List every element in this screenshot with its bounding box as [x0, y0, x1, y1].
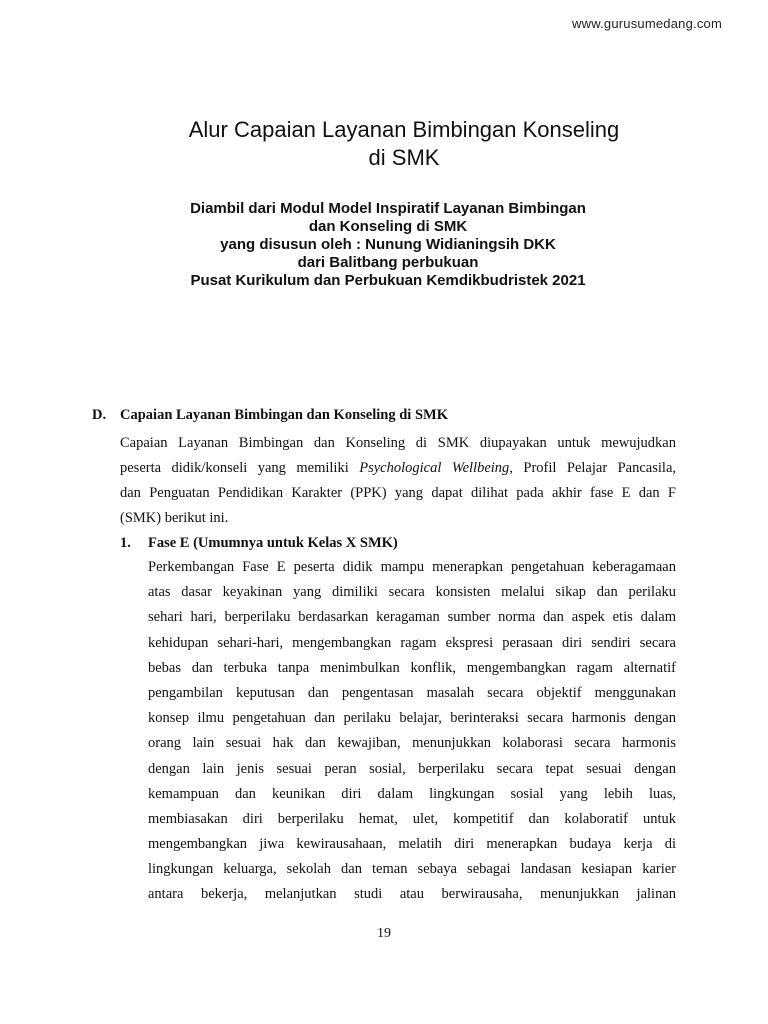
page-number: 19 — [377, 926, 391, 941]
section-heading-text: Capaian Layanan Bimbingan dan Konseling di SMK — [120, 407, 448, 423]
subsection-paragraph — [148, 555, 676, 908]
paragraph-line: bebas dan terbuka tanpa menimbulkan konflik, mengembangkan ragam alternatif — [148, 659, 676, 676]
paragraph-line: mengembangkan jiwa kewirausahaan, melatih diri menerapkan budaya kerja di — [148, 836, 676, 853]
paragraph-line: dan Penguatan Pendidikan Karakter (PPK) yang dapat dilihat pada akhir fase E dan F — [120, 485, 676, 501]
section-letter: D. — [92, 407, 107, 423]
subsection-heading — [120, 535, 398, 552]
title-line: Alur Capaian Layanan Bimbingan Konseling — [188, 117, 620, 142]
website-watermark: www.gurusumedang.com — [572, 16, 722, 31]
paragraph-text: , Profil Pelajar Pancasila, — [509, 460, 677, 476]
paragraph-text: peserta didik/konseli yang memiliki — [120, 460, 360, 476]
paragraph-line: orang lain sesuai hak dan kewajiban, menunjukkan kolaborasi secara harmonis — [148, 735, 676, 752]
paragraph-line: pengambilan keputusan dan pengentasan masalah secara objektif menggunakan — [148, 684, 676, 701]
attribution-line: Diambil dari Modul Model Inspiratif Layanan Bimbingan — [190, 200, 586, 217]
attribution-line: dari Balitbang perbukuan — [297, 254, 479, 271]
title-line: di SMK — [368, 145, 440, 170]
paragraph-line: membiasakan diri berperilaku hemat, ulet, kompetitif dan kolaboratif untuk — [148, 810, 676, 827]
section-heading — [92, 407, 448, 424]
paragraph-line: Capaian Layanan Bimbingan dan Konseling di SMK diupayakan untuk mewujudkan — [120, 435, 676, 451]
paragraph-line: atas dasar keyakinan yang dimiliki secara konsisten melalui sikap dan perilaku — [148, 584, 676, 601]
paragraph-line: sehari hari, berperilaku berdasarkan keragaman sumber norma dan aspek etis dalam — [148, 609, 676, 626]
attribution-line: dan Konseling di SMK — [308, 218, 468, 235]
section-paragraph — [120, 431, 676, 531]
paragraph-line: Perkembangan Fase E peserta didik mampu menerapkan pengetahuan keberagamaan — [148, 559, 676, 575]
paragraph-line — [120, 456, 676, 481]
paragraph-line: kemampuan dan keunikan diri dalam lingkungan sosial yang lebih luas, — [148, 785, 676, 802]
subsection-number: 1. — [120, 535, 131, 551]
paragraph-line: (SMK) berikut ini. — [120, 510, 229, 526]
subsection-heading-text: Fase E (Umumnya untuk Kelas X SMK) — [148, 535, 398, 551]
paragraph-line: antara bekerja, melanjutkan studi atau berwirausaha, menunjukkan jalinan — [148, 886, 676, 903]
paragraph-line: lingkungan keluarga, sekolah dan teman sebaya sebagai landasan kesiapan karier — [148, 861, 676, 878]
attribution-line: yang disusun oleh : Nunung Widianingsih DKK — [220, 236, 556, 253]
paragraph-line: dengan lain jenis sesuai peran sosial, berperilaku secara tepat sesuai dengan — [148, 760, 676, 777]
document-title — [0, 116, 768, 172]
paragraph-line: konsep ilmu pengetahuan dan perilaku belajar, berinteraksi secara harmonis dengan — [148, 710, 676, 727]
attribution-line: Pusat Kurikulum dan Perbukuan Kemdikbudristek 2021 — [190, 272, 586, 289]
source-attribution — [0, 200, 768, 290]
paragraph-line: kehidupan sehari-hari, mengembangkan ragam ekspresi perasaan diri sendiri secara — [148, 634, 676, 651]
emphasized-term: Psychological Wellbeing — [359, 460, 510, 476]
